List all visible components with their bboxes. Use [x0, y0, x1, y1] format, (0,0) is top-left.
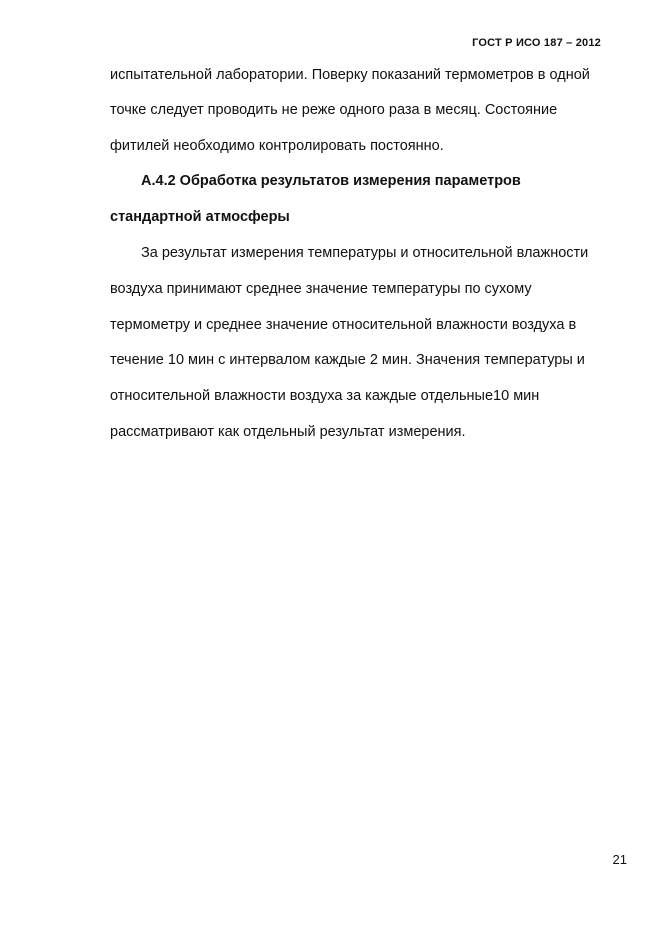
text-line: рассматривают как отдельный результат измерения.	[110, 424, 466, 440]
text-line: За результат измерения температуры и относительной влажности	[141, 245, 589, 261]
text-line: испытательной лаборатории. Поверку показаний термометров в одной	[110, 67, 590, 83]
heading-line: стандартной атмосферы	[110, 209, 290, 225]
document-header-code: ГОСТ Р ИСО 187 – 2012	[472, 37, 601, 49]
text-line: термометру и среднее значение относительной влажности воздуха в	[110, 317, 577, 333]
page-number: 21	[612, 852, 627, 867]
text-line: точке следует проводить не реже одного раза в месяц. Состояние	[110, 102, 558, 118]
text-line: относительной влажности воздуха за каждые отдельные10 мин	[110, 388, 540, 404]
text-line: течение 10 мин с интервалом каждые 2 мин. Значения температуры и	[110, 352, 585, 368]
heading-line: А.4.2 Обработка результатов измерения параметров	[141, 173, 521, 189]
text-line: воздуха принимают среднее значение температуры по сухому	[110, 281, 532, 297]
text-line: фитилей необходимо контролировать постоянно.	[110, 138, 444, 154]
